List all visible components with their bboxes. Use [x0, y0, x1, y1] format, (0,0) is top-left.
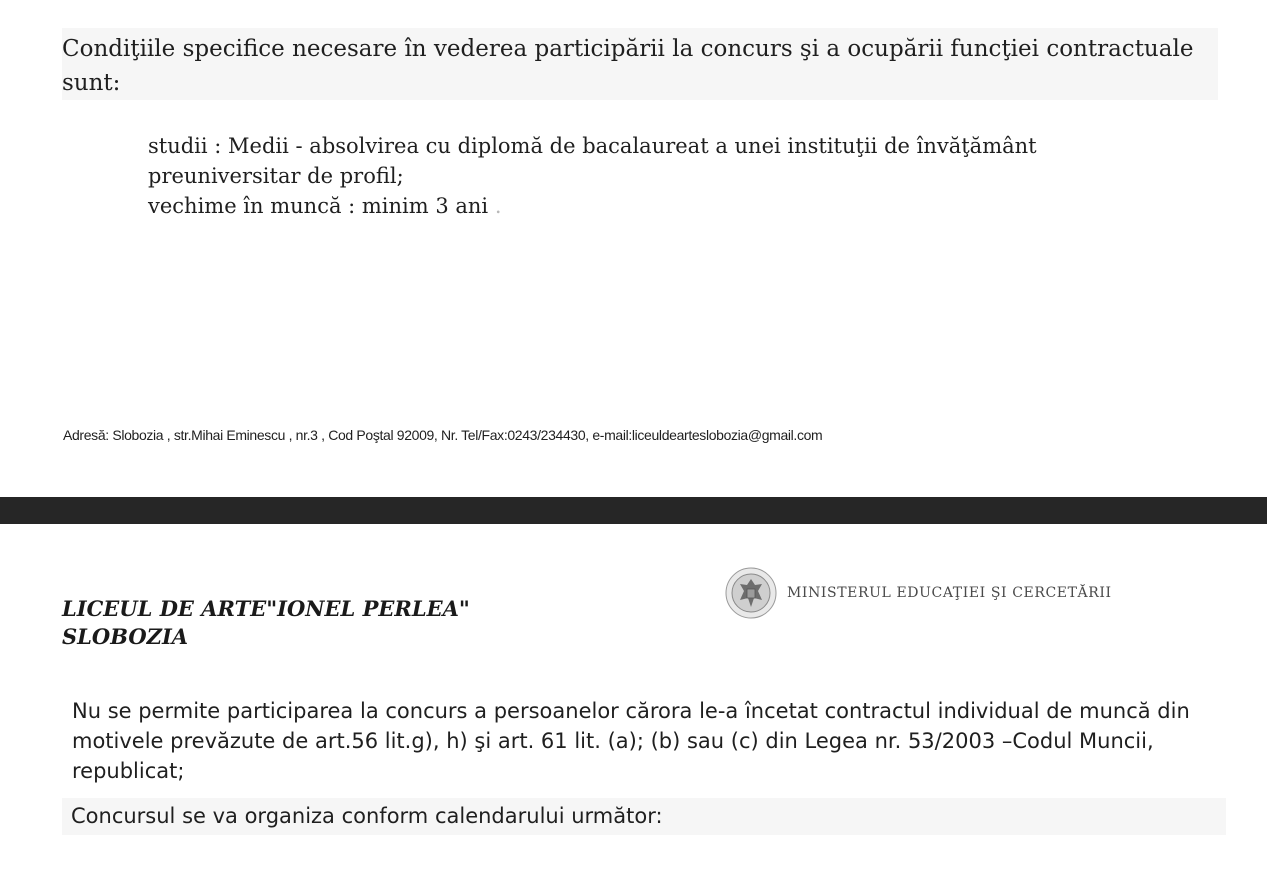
document-page-bottom [0, 524, 1267, 870]
calendar-intro: Concursul se va organiza conform calendarului următor: [62, 798, 1226, 835]
school-name-line2: SLOBOZIA [62, 624, 189, 649]
conditions-list [148, 131, 1148, 221]
condition-seniority: vechime în muncă : minim 3 ani . [148, 194, 502, 218]
conditions-heading: Condiţiile specifice necesare în vederea participării la concurs şi a ocupării funcţiei contractuale sunt: [62, 28, 1218, 100]
footer-address: Adresă: Slobozia , str.Mihai Eminescu , nr.3 , Cod Poştal 92009, Nr. Tel/Fax:0243/234430, e-mail:liceuldearteslobozia@gmail.com [63, 427, 823, 443]
school-name [62, 595, 470, 651]
condition-studies: studii : Medii - absolvirea cu diplomă de bacalaureat a unei instituţii de învăţământ preuniversitar de profil; [148, 134, 1037, 188]
ministry-header [725, 567, 1112, 619]
ministry-name: MINISTERUL EDUCAŢIEI ŞI CERCETĂRII [787, 585, 1112, 601]
restriction-paragraph: Nu se permite participarea la concurs a persoanelor cărora le-a încetat contractul individual de muncă din motivele prevăzute de art.56 lit.g), h) şi art. 61 lit. (a); (b) sau (c) din Legea nr. 53/2003 –Codul Muncii, republicat; [72, 699, 1190, 783]
romania-coat-of-arms-icon [725, 567, 777, 619]
trailing-mark: . [494, 194, 502, 218]
page-separator [0, 497, 1267, 524]
school-name-line1: LICEUL DE ARTE"IONEL PERLEA" [62, 596, 470, 621]
